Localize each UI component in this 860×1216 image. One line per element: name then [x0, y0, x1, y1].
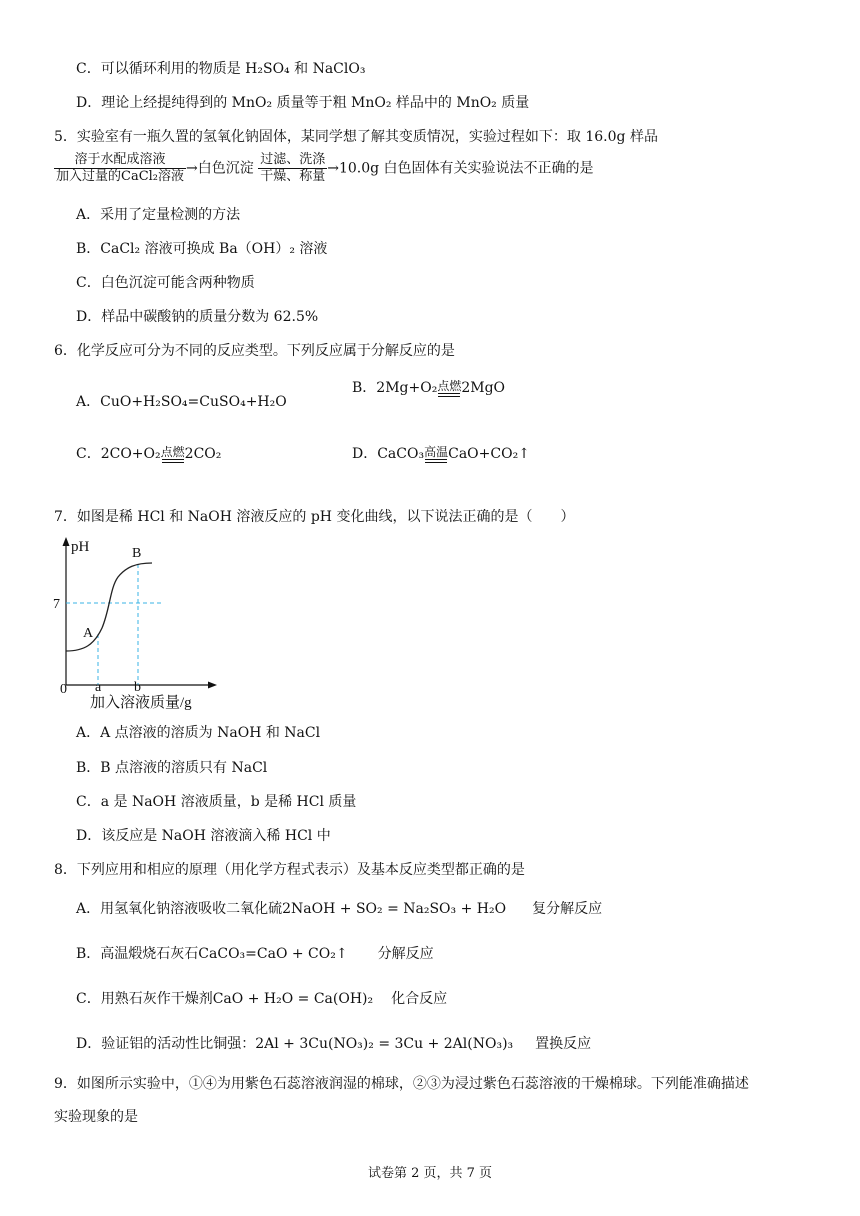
q6-d-condition: [424, 446, 448, 463]
q9-line1: 9．如图所示实验中，①④为用紫色石蕊溶液润湿的棉球，②③为浸过紫色石蕊溶液的干燥棉球。下列能准确描述: [54, 1076, 749, 1092]
q6-option-c: [76, 443, 221, 463]
q4-option-c: C．可以循环利用的物质是 H₂SO₄ 和 NaClO₃: [76, 61, 366, 77]
q5-step2-top: 过滤、洗涤: [260, 152, 326, 167]
q8-a-text: A．用氢氧化钠溶液吸收二氧化硫: [76, 901, 283, 917]
q9-line2: 实验现象的是: [54, 1109, 138, 1125]
q6-d-right: CaO+CO₂↑: [448, 446, 530, 462]
origin-label: 0: [60, 682, 67, 697]
arrow-icon: →: [186, 160, 198, 177]
q5-option-a: A．采用了定量检测的方法: [76, 207, 241, 223]
q8-option-b: [76, 945, 434, 963]
q6-b-left: B．2Mg+O₂: [352, 380, 438, 396]
q5-option-d: D．样品中碳酸钠的质量分数为 62.5%: [76, 309, 319, 325]
q5-step2-bottom: 干燥、称量: [260, 169, 326, 184]
q4-option-d: D．理论上经提纯得到的 MnO₂ 质量等于粗 MnO₂ 样品中的 MnO₂ 质量: [76, 95, 530, 111]
q7-option-b: B．B 点溶液的溶质只有 NaCl: [76, 760, 268, 776]
q6-d-cond-text: 高温: [424, 445, 449, 459]
q8-option-c: [76, 990, 447, 1008]
q6-c-left: C．2CO+O₂: [76, 446, 161, 462]
q5-step1-top: 溶于水配成溶液: [54, 152, 186, 169]
ph-curve: [66, 563, 152, 651]
q8-d-equation: 2Al + 3Cu(NO₃)₂ = 3Cu + 2Al(NO₃)₃: [255, 1036, 514, 1052]
q5-process: [54, 152, 594, 185]
x-axis-label: 加入溶液质量/g: [90, 695, 192, 711]
q8-c-equation: CaO + H₂O = Ca(OH)₂: [212, 991, 374, 1007]
q8-b-type: 分解反应: [377, 946, 434, 962]
q8-option-d: [76, 1035, 591, 1053]
q6-b-cond-text: 点燃: [437, 379, 462, 393]
q8-d-type: 置换反应: [535, 1036, 592, 1052]
q6-c-right: 2CO₂: [184, 446, 222, 462]
q5-option-b: B．CaCl₂ 溶液可换成 Ba（OH）₂ 溶液: [76, 241, 328, 257]
q5-option-c: C．白色沉淀可能含两种物质: [76, 275, 255, 291]
arrow-icon: →: [327, 160, 339, 177]
q6-b-condition: [437, 380, 461, 397]
q6-d-left: D．CaCO₃: [352, 446, 425, 462]
q6-b-right: 2MgO: [461, 380, 506, 396]
q7-option-a: A．A 点溶液的溶质为 NaOH 和 NaCl: [76, 725, 321, 741]
q5-step1-bottom: 加入过量的CaCl₂溶液: [56, 169, 185, 184]
page-footer: 试卷第 2 页，共 7 页: [367, 1166, 493, 1181]
q8-a-type: 复分解反应: [532, 901, 603, 917]
q7-stem: 7．如图是稀 HCl 和 NaOH 溶液反应的 pH 变化曲线，以下说法正确的是（ ）: [54, 509, 575, 525]
point-a-label: A: [83, 626, 94, 641]
x-tick-b: b: [134, 680, 141, 695]
q6-option-d: [352, 443, 530, 463]
q6-c-cond-text: 点燃: [160, 445, 185, 459]
x-tick-a: a: [95, 680, 102, 695]
y-axis-arrow: [63, 537, 70, 546]
q8-b-equation: CaCO₃=CaO + CO₂↑: [198, 946, 348, 962]
q6-option-a: A．CuO+H₂SO₄=CuSO₄+H₂O: [76, 394, 287, 410]
point-b-label: B: [132, 546, 142, 561]
q8-stem: 8．下列应用和相应的原理（用化学方程式表示）及基本反应类型都正确的是: [54, 862, 525, 878]
y-axis-label: pH: [71, 539, 90, 555]
equals-sign: [425, 459, 447, 463]
ph-curve-graph: [53, 533, 236, 713]
q8-a-equation: 2NaOH + SO₂ = Na₂SO₃ + H₂O: [282, 901, 507, 917]
equals-sign: [438, 393, 460, 397]
q8-c-type: 化合反应: [391, 991, 448, 1007]
q7-option-c: C．a 是 NaOH 溶液质量，b 是稀 HCl 质量: [76, 794, 357, 810]
q5-tail: 10.0g 白色固体有关实验说法不正确的是: [338, 160, 594, 177]
q6-stem: 6．化学反应可分为不同的反应类型。下列反应属于分解反应的是: [54, 343, 455, 359]
q5-step2: [258, 152, 327, 185]
q5-stem: 5．实验室有一瓶久置的氢氧化钠固体，某同学想了解其变质情况，实验过程如下：取 16.0g 样品: [54, 129, 658, 145]
y-tick-7: 7: [53, 597, 60, 612]
q8-d-text: D．验证铝的活动性比铜强：: [76, 1036, 256, 1052]
q8-c-text: C．用熟石灰作干燥剂: [76, 991, 213, 1007]
q5-mid-text: 白色沉淀: [197, 160, 254, 177]
q5-step1: [54, 152, 186, 185]
q8-b-text: B．高温煅烧石灰石: [76, 946, 199, 962]
q6-option-b: [352, 377, 505, 397]
q7-option-d: D．该反应是 NaOH 溶液滴入稀 HCl 中: [76, 828, 331, 844]
q6-c-condition: [161, 446, 185, 463]
equals-sign: [162, 459, 184, 463]
x-axis-arrow: [208, 682, 217, 689]
q8-option-a: [76, 900, 602, 918]
